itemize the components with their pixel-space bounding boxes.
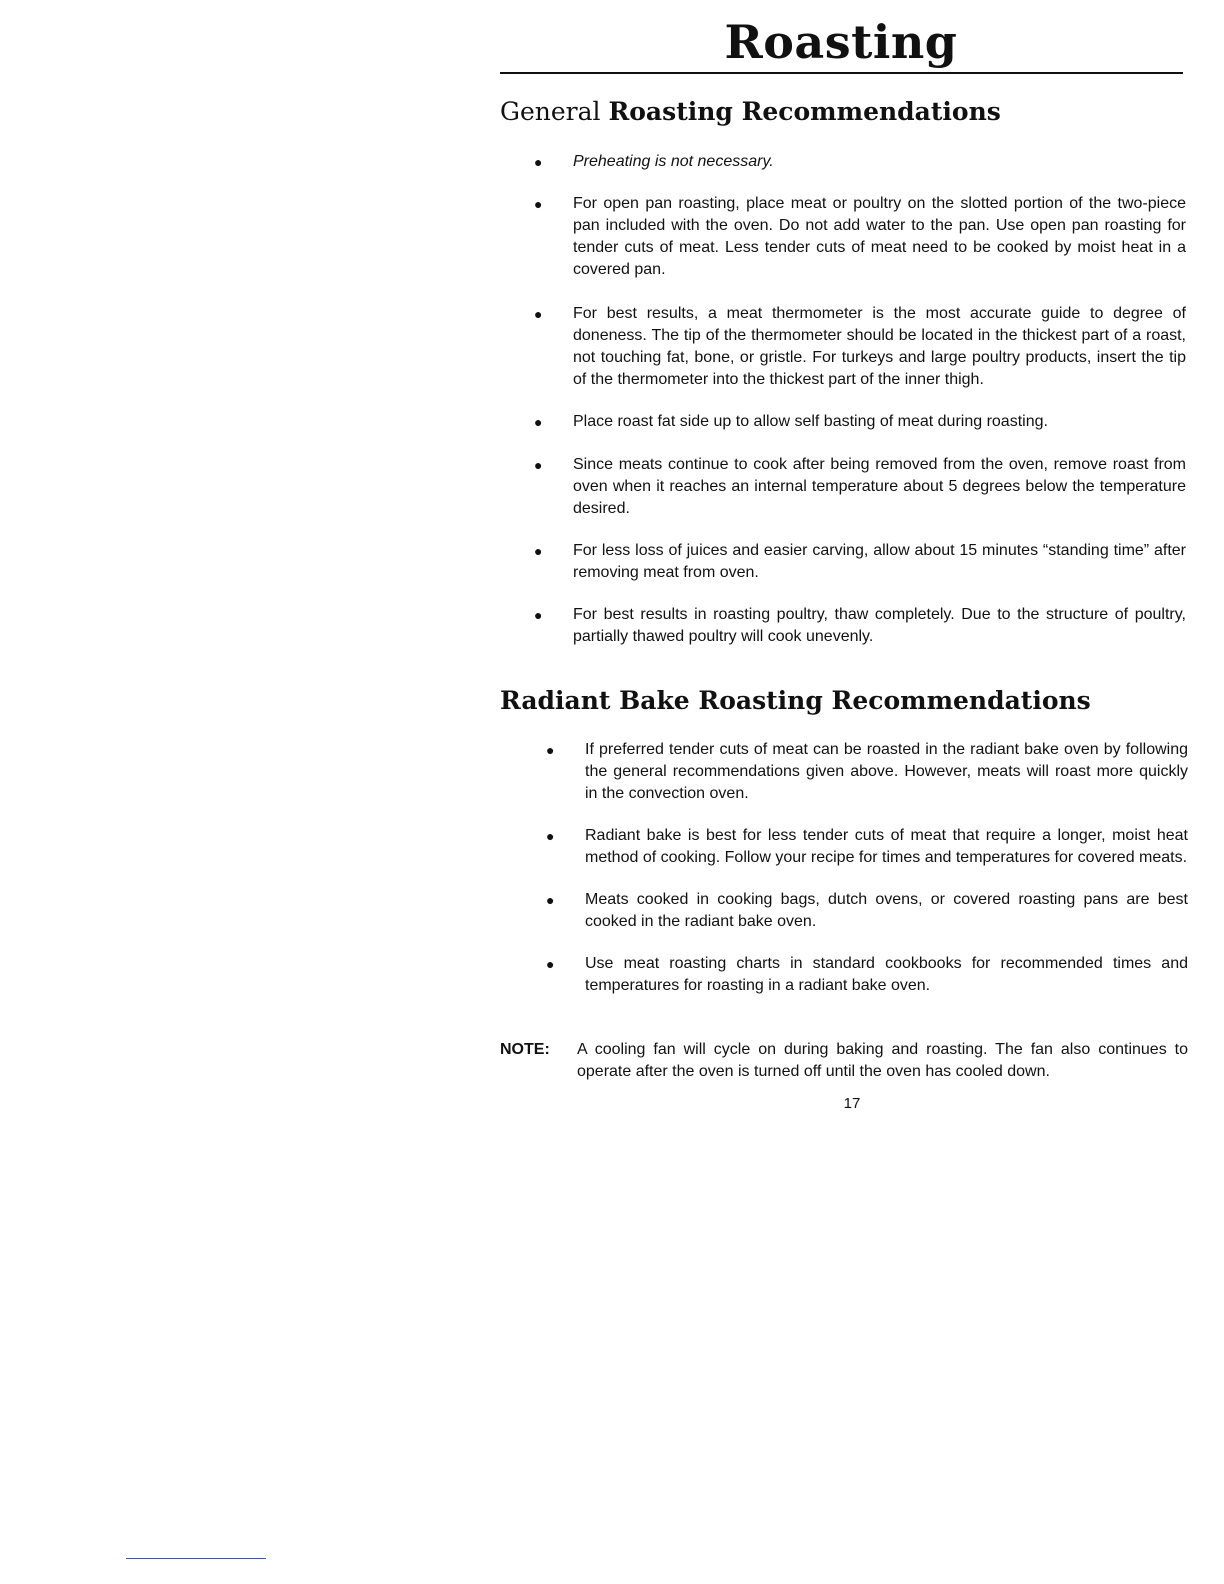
general-roasting-heading bbox=[500, 96, 1001, 128]
list-item bbox=[534, 411, 1186, 433]
list-item-text: For best results in roasting poultry, thaw completely. Due to the structure of poultry, partially thawed poultry will cook unevenly. bbox=[573, 606, 1186, 645]
bullet-icon: ● bbox=[546, 742, 555, 758]
bullet-icon: ● bbox=[534, 414, 543, 430]
bullet-icon: ● bbox=[534, 306, 543, 322]
list-item bbox=[546, 953, 1188, 997]
list-item bbox=[534, 540, 1186, 584]
list-item-text: Meats cooked in cooking bags, dutch ovens, or covered roasting pans are best cooked in the radiant bake oven. bbox=[585, 891, 1188, 930]
list-item bbox=[534, 303, 1186, 391]
bullet-icon: ● bbox=[546, 892, 555, 908]
cooling-fan-note bbox=[500, 1039, 1188, 1083]
radiant-recommendations-list bbox=[546, 739, 1188, 997]
list-item bbox=[546, 739, 1188, 805]
bullet-icon: ● bbox=[534, 457, 543, 473]
list-item bbox=[546, 889, 1188, 933]
list-item bbox=[546, 825, 1188, 869]
radiant-heading-text: Radiant Bake Roasting Recommendations bbox=[500, 686, 1091, 715]
page-number: 17 bbox=[843, 1095, 861, 1112]
list-item-text: Use meat roasting charts in standard cookbooks for recommended times and temperatures for roasting in a radiant bake oven. bbox=[585, 955, 1188, 994]
note-label: NOTE: bbox=[500, 1041, 550, 1058]
page-title: Roasting bbox=[724, 15, 958, 69]
list-item-text: Place roast fat side up to allow self basting of meat during roasting. bbox=[573, 413, 1048, 430]
list-item bbox=[534, 151, 1186, 173]
list-item-text: If preferred tender cuts of meat can be roasted in the radiant bake oven by following the general recommendations given above. However, meats will roast more quickly in the convection oven. bbox=[585, 741, 1188, 802]
bullet-icon: ● bbox=[534, 543, 543, 559]
list-item bbox=[534, 604, 1186, 648]
bullet-icon: ● bbox=[546, 828, 555, 844]
scan-artifact-line bbox=[126, 1558, 266, 1559]
list-item-text: For open pan roasting, place meat or poultry on the slotted portion of the two-piece pan included with the oven. Do not add water to the pan. Use open pan roasting for tender cuts of meat. Less tender cuts of meat need to be cooked by moist heat in a covered pan. bbox=[573, 195, 1186, 278]
general-heading-strong: Roasting Recommendations bbox=[608, 97, 1001, 126]
bullet-icon: ● bbox=[534, 196, 543, 212]
bullet-icon: ● bbox=[534, 154, 543, 170]
list-item-text: Since meats continue to cook after being removed from the oven, remove roast from oven when it reaches an internal temperature about 5 degrees below the temperature desired. bbox=[573, 456, 1186, 517]
list-item-text: Preheating is not necessary. bbox=[573, 153, 774, 170]
general-recommendations-list bbox=[534, 151, 1186, 648]
list-item-text: For less loss of juices and easier carving, allow about 15 minutes “standing time” after removing meat from oven. bbox=[573, 542, 1186, 581]
title-divider bbox=[500, 72, 1183, 74]
radiant-bake-heading bbox=[500, 685, 1091, 717]
list-item bbox=[534, 454, 1186, 520]
list-item-text: Radiant bake is best for less tender cuts of meat that require a longer, moist heat method of cooking. Follow your recipe for times and temperatures for covered meats. bbox=[585, 827, 1188, 866]
list-item bbox=[534, 193, 1186, 281]
bullet-icon: ● bbox=[546, 956, 555, 972]
general-heading-prefix: General bbox=[500, 97, 609, 126]
list-item-text: For best results, a meat thermometer is the most accurate guide to degree of doneness. The tip of the thermometer should be located in the thickest part of a roast, not touching fat, bone, or gristle. For turkeys and large poultry products, insert the tip of the thermometer into the thickest part of the inner thigh. bbox=[573, 305, 1186, 388]
note-text: A cooling fan will cycle on during baking and roasting. The fan also continues to operate after the oven is turned off until the oven has cooled down. bbox=[577, 1041, 1188, 1080]
bullet-icon: ● bbox=[534, 607, 543, 623]
